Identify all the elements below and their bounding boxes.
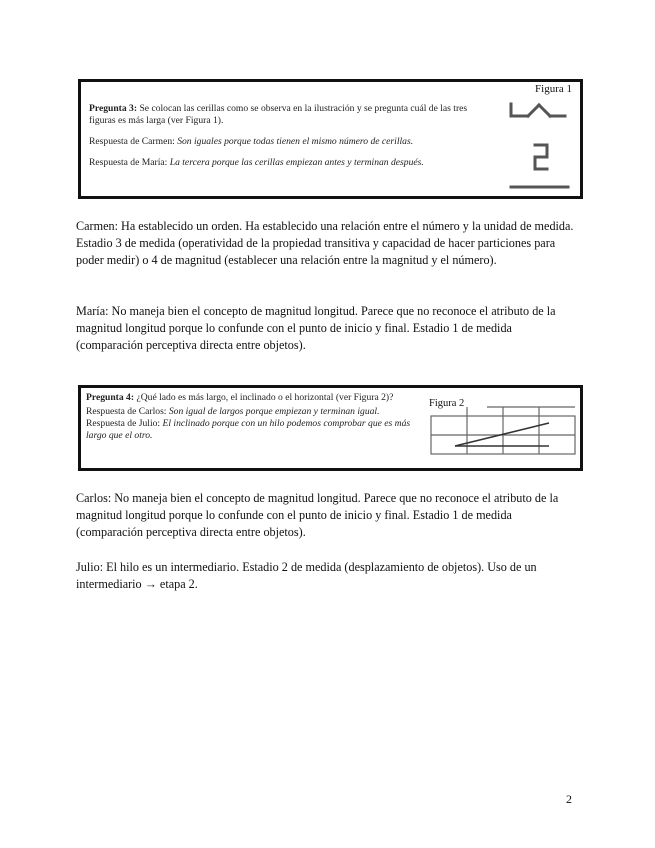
maria-answer-label: Respuesta de María: <box>89 157 170 168</box>
matchstick <box>528 105 539 116</box>
paragraph-julio: Julio: El hilo es un intermediario. Estadio 2 de medida (desplazamiento de objetos). Uso de un intermediario → etapa 2. <box>76 560 537 592</box>
figure-1-label: Figura 1 <box>535 83 572 95</box>
julio-answer-label: Respuesta de Julio: <box>86 418 163 429</box>
question-4-title: Pregunta 4: <box>86 392 135 403</box>
maria-answer: La tercera porque las cerillas empiezan antes y terminan después. <box>169 157 424 168</box>
question-3-text <box>89 103 491 178</box>
carmen-answer: Son iguales porque todas tienen el mismo número de cerillas. <box>177 136 414 147</box>
paragraph-carlos: Carlos: No maneja bien el concepto de magnitud longitud. Parece que no reconoce el atributo de la magnitud longitud porque lo confunde con el punto de inicio y final. Estadio 1 de medida (comparación perceptiva directa entre objetos). <box>76 491 559 540</box>
question-4-body: ¿Qué lado es más largo, el inclinado o el horizontal (ver Figura 2)? <box>134 392 394 403</box>
paragraph-carmen: Carmen: Ha establecido un orden. Ha establecido una relación entre el número y la unidad de medida. Estadio 3 de medida (operatividad de la propiedad transitiva y capacidad de hacer particiones para poder medir) o 4 de magnitud (establecer una relación entre la magnitud y el número). <box>76 219 574 268</box>
grid-figure-image <box>425 401 580 461</box>
paragraph-maria: María: No maneja bien el concepto de magnitud longitud. Parece que no reconoce el atributo de la magnitud longitud porque lo confunde con el punto de inicio y final. Estadio 1 de medida (comparación perceptiva directa entre objetos). <box>76 304 556 353</box>
question-4-text <box>86 392 414 442</box>
matchstick-figure-image <box>501 98 581 193</box>
question-3-box <box>78 79 583 199</box>
question-3-title: Pregunta 3: <box>89 103 138 114</box>
julio-answer: El inclinado porque con un hilo podemos comprobar que es más largo que el otro. <box>86 418 411 441</box>
question-3-body: Se colocan las cerillas como se observa en la ilustración y se pregunta cuál de las tres figuras es más larga (ver Figura 1). <box>89 103 468 126</box>
carlos-answer-label: Respuesta de Carlos: <box>86 406 169 417</box>
matchstick <box>539 105 550 116</box>
carmen-answer-label: Respuesta de Carmen: <box>89 136 178 147</box>
page-number: 2 <box>566 792 572 806</box>
carlos-answer: Son igual de largos porque empiezan y terminan igual. <box>168 406 380 417</box>
question-4-box <box>78 385 583 471</box>
figure-2-label: Figura 2 <box>429 398 465 409</box>
